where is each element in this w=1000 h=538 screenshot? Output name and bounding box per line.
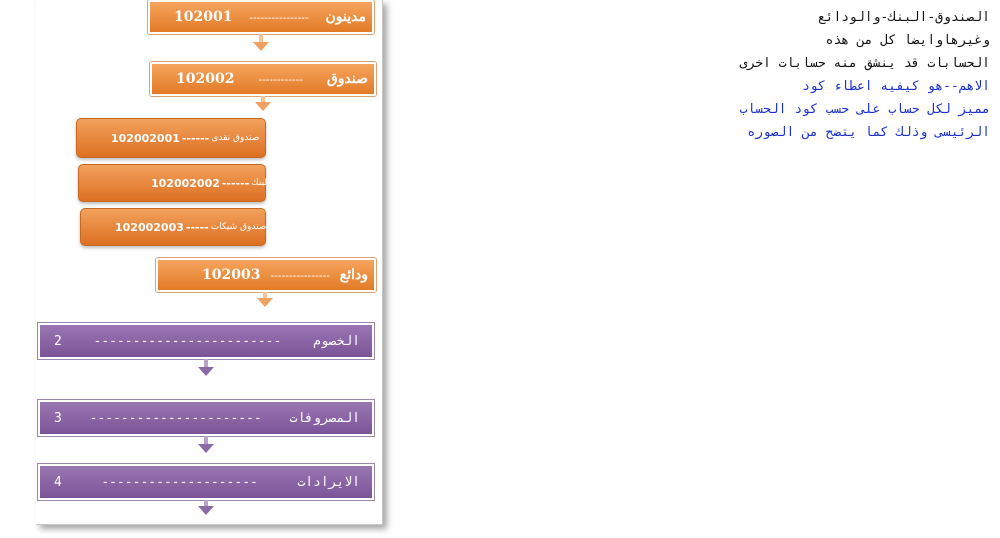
- account-dashes: ----------------: [270, 268, 330, 282]
- account-code: 102002: [176, 71, 235, 87]
- account-label: المصروفات: [289, 410, 360, 426]
- sub-account-box-cheques: [80, 208, 266, 246]
- account-box-liabilities: [38, 323, 374, 359]
- account-label: الخصوم: [313, 333, 360, 349]
- account-code: 102002001: [111, 131, 180, 145]
- account-label: صندوق: [326, 71, 368, 87]
- note-line: وغيرهاوايضا كل من هذه: [825, 33, 990, 48]
- account-code: 102002002: [151, 176, 220, 190]
- account-box-revenues: [38, 464, 374, 500]
- down-arrow-icon: [198, 367, 214, 376]
- down-arrow-icon: [198, 506, 214, 515]
- account-dashes: ------------: [258, 72, 303, 86]
- account-box-deposits: [156, 258, 376, 292]
- down-arrow-icon: [198, 444, 214, 453]
- account-code: 102001: [174, 9, 233, 25]
- explanation-text: [620, 6, 990, 144]
- down-arrow-icon: [253, 42, 269, 51]
- sub-account-box-bank: [78, 164, 270, 202]
- account-dashes: ----------------------: [89, 410, 262, 426]
- account-dashes: ----------------: [249, 10, 309, 24]
- account-label: مدينون: [325, 9, 366, 25]
- account-code: 102002003: [115, 220, 184, 234]
- account-tree-diagram: [36, 0, 383, 525]
- note-line: مميز لكل حساب على حسب كود الحساب: [739, 102, 990, 117]
- sub-account-box-cash-money: [76, 118, 266, 158]
- account-label: ودائع: [339, 267, 368, 283]
- account-box-debtors: [148, 0, 374, 34]
- account-dashes: ------: [221, 176, 250, 190]
- note-line: الرئيسى وذلك كما يتضح من الصوره: [747, 125, 990, 140]
- account-code: 3: [54, 410, 62, 426]
- note-line: الاهم--هو كيفيه اعطاء كود: [802, 79, 990, 94]
- account-label: البنك: [251, 178, 270, 188]
- down-arrow-icon: [257, 298, 273, 307]
- account-label: الايرادات: [297, 474, 360, 490]
- account-dashes: --------------------: [101, 474, 258, 490]
- account-code: 102003: [202, 267, 261, 283]
- account-label: صندوق شيكات: [210, 222, 267, 232]
- note-line: الصندوق-البنك-والودائع: [817, 10, 990, 25]
- account-dashes: -----: [185, 220, 209, 234]
- account-dashes: ------------------------: [93, 333, 282, 349]
- note-line: الحسابات قد ينشق منه حسابات اخرى: [739, 56, 990, 71]
- account-box-cash: [150, 62, 376, 96]
- down-arrow-icon: [255, 102, 271, 111]
- account-label: صندوق نقدى: [211, 133, 260, 143]
- account-box-expenses: [38, 400, 374, 436]
- account-code: 4: [54, 474, 62, 490]
- account-dashes: ------: [181, 131, 210, 145]
- account-code: 2: [54, 333, 62, 349]
